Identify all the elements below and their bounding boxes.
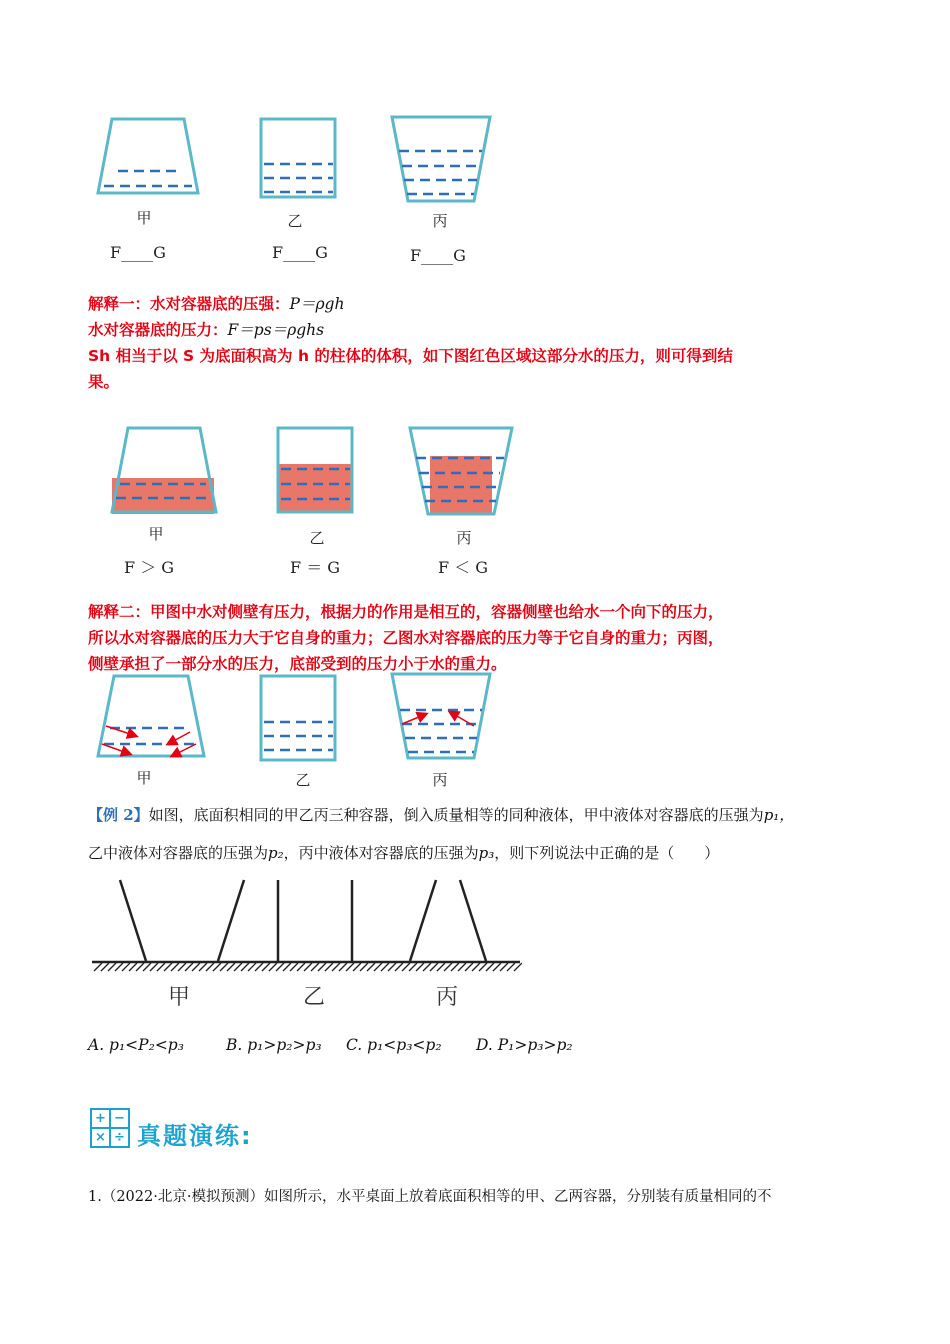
fig2-label-yi: 乙 (309, 529, 325, 547)
hatch-mark (192, 963, 200, 971)
example2-tag: 【例 2】 (88, 806, 149, 824)
hatch-mark (423, 963, 431, 971)
explain1-force-formula: F＝ps＝ρghs (227, 321, 325, 339)
jia-right-wall (218, 880, 244, 961)
hatch-mark (101, 963, 109, 971)
hatch-mark (164, 963, 172, 971)
hatch-mark (514, 963, 522, 971)
option-c[interactable]: C. p₁<p₃<p₂ (346, 1036, 442, 1054)
hatch-mark (444, 963, 452, 971)
bing-left-wall (410, 880, 436, 961)
hatch-mark (507, 963, 515, 971)
hatch-mark (136, 963, 144, 971)
hatch-mark (143, 963, 151, 971)
hatch-mark (297, 963, 305, 971)
container-bing-arrows (392, 674, 490, 758)
hatch-mark (290, 963, 298, 971)
fig1-label-yi: 乙 (287, 212, 303, 230)
hatch-mark (500, 963, 508, 971)
fig1-relation-bing: F____G (410, 246, 466, 265)
divide-icon: ÷ (111, 1129, 128, 1146)
hatch-mark (122, 963, 130, 971)
hatch-mark (381, 963, 389, 971)
hatch-mark (374, 963, 382, 971)
hatch-mark (395, 963, 403, 971)
hatch-mark (318, 963, 326, 971)
math-icon (90, 1108, 130, 1148)
fig3-label-jia: 甲 (136, 769, 152, 787)
hatch-mark (339, 963, 347, 971)
fig2-label-jia: 甲 (148, 525, 164, 543)
hatch-mark (157, 963, 165, 971)
container-jia (98, 119, 198, 193)
hatch-mark (430, 963, 438, 971)
minus-icon: − (111, 1110, 128, 1127)
hatch-mark (479, 963, 487, 971)
fig1-label-jia: 甲 (136, 209, 152, 227)
example2-p2: p₂ (268, 844, 284, 862)
explain1-line1-prefix: 解释一：水对容器底的压强： (88, 295, 290, 313)
hatch-mark (262, 963, 270, 971)
hatch-mark (360, 963, 368, 971)
container-yi-red (278, 428, 352, 512)
hatch-mark (213, 963, 221, 971)
container-bing-red (410, 428, 512, 514)
option-b[interactable]: B. p₁>p₂>p₃ (226, 1036, 322, 1054)
fig1-label-bing: 丙 (432, 212, 448, 230)
hatch-mark (178, 963, 186, 971)
hatch-mark (255, 963, 263, 971)
hatch-mark (220, 963, 228, 971)
example2-text1: 如图，底面积相同的甲乙丙三种容器，倒入质量相等的同种液体，甲中液体对容器底的压强为 (148, 806, 764, 824)
hatch-mark (311, 963, 319, 971)
container-yi-arrows (261, 676, 335, 760)
explain2-line1: 解释二：甲图中水对侧壁有压力，根据力的作用是相互的，容器侧壁也给水一个向下的压力， (88, 603, 724, 621)
hatch-mark (367, 963, 375, 971)
hatch-mark (241, 963, 249, 971)
hatch-mark (150, 963, 158, 971)
figure-containers-3 (80, 670, 520, 770)
explain2-line2: 所以水对容器底的压力大于它自身的重力；乙图水对容器底的压力等于它自身的重力；丙图， (88, 629, 724, 647)
option-d[interactable]: D. P₁>p₃>p₂ (476, 1036, 573, 1054)
hatch-mark (115, 963, 123, 971)
jia-left-wall (120, 880, 146, 961)
fig2-relation-yi: F ＝ G (290, 558, 341, 577)
hatch-mark (409, 963, 417, 971)
container-jia-red (112, 428, 216, 514)
hatch-mark (486, 963, 494, 971)
fig4-label-bing: 丙 (436, 985, 459, 1010)
fig3-label-yi: 乙 (295, 771, 311, 789)
hatch-mark (416, 963, 424, 971)
hatch-mark (227, 963, 235, 971)
hatch-mark (248, 963, 256, 971)
container-yi (261, 119, 335, 197)
hatch-mark (458, 963, 466, 971)
container-jia-arrows (98, 676, 204, 756)
hatch-mark (437, 963, 445, 971)
hatch-mark (465, 963, 473, 971)
hatch-mark (234, 963, 242, 971)
example2-p3: p₃ (478, 844, 495, 862)
explain1-line2-prefix: 水对容器底的压力： (88, 321, 228, 339)
fig2-relation-bing: F ＜ G (438, 558, 489, 577)
example2-line1 (88, 804, 794, 825)
section-title: 真题演练: (137, 1122, 253, 1150)
figure-containers-2 (100, 420, 520, 520)
hatch-mark (472, 963, 480, 971)
hatch-mark (269, 963, 277, 971)
hatch-mark (325, 963, 333, 971)
question1-text: 1.（2022·北京·模拟预测）如图所示，水平桌面上放着底面积相等的甲、乙两容器，分别装有质量相同的不 (88, 1189, 772, 1205)
fig4-label-jia: 甲 (168, 985, 191, 1010)
explain1-line3: Sh 相当于以 S 为底面积高为 h 的柱体的体积，如下图红色区域这部分水的压力，则可得到结 (88, 347, 733, 365)
hatch-mark (94, 963, 102, 971)
option-a[interactable]: A. p₁<P₂<p₃ (88, 1036, 184, 1054)
hatch-mark (129, 963, 137, 971)
plus-icon: + (92, 1110, 109, 1127)
hatch-mark (493, 963, 501, 971)
hatch-mark (346, 963, 354, 971)
fig2-label-bing: 丙 (456, 529, 472, 547)
hatch-mark (199, 963, 207, 971)
example2-p1: p₁， (763, 806, 795, 824)
fig4-label-yi: 乙 (303, 985, 326, 1010)
example2-line2 (88, 842, 719, 863)
hatch-mark (206, 963, 214, 971)
explain1-line4: 果。 (88, 373, 120, 391)
hatch-mark (332, 963, 340, 971)
example2-text2c: ，则下列说法中正确的是（ ） (494, 844, 720, 862)
times-icon: × (92, 1129, 109, 1146)
hatch-mark (304, 963, 312, 971)
bing-right-wall (460, 880, 486, 961)
hatch-mark (171, 963, 179, 971)
container-bing (392, 117, 490, 201)
hatch-mark (283, 963, 291, 971)
hatch-mark (388, 963, 396, 971)
hatch-mark (108, 963, 116, 971)
explain2-line3: 侧壁承担了一部分水的压力，底部受到的压力小于水的重力。 (88, 655, 507, 673)
example2-text2b: ，丙中液体对容器底的压强为 (283, 844, 479, 862)
hatch-mark (402, 963, 410, 971)
hatch-mark (185, 963, 193, 971)
example2-text2a: 乙中液体对容器底的压强为 (88, 844, 269, 862)
fig1-relation-yi: F____G (272, 243, 328, 262)
fig2-relation-jia: F ＞ G (124, 558, 175, 577)
explain1-pressure-formula: P＝ρgh (289, 295, 345, 313)
fig3-label-bing: 丙 (432, 771, 448, 789)
ground-hatch (94, 963, 522, 971)
hatch-mark (276, 963, 284, 971)
hatch-mark (451, 963, 459, 971)
fig1-relation-jia: F____G (110, 243, 166, 262)
hatch-mark (353, 963, 361, 971)
